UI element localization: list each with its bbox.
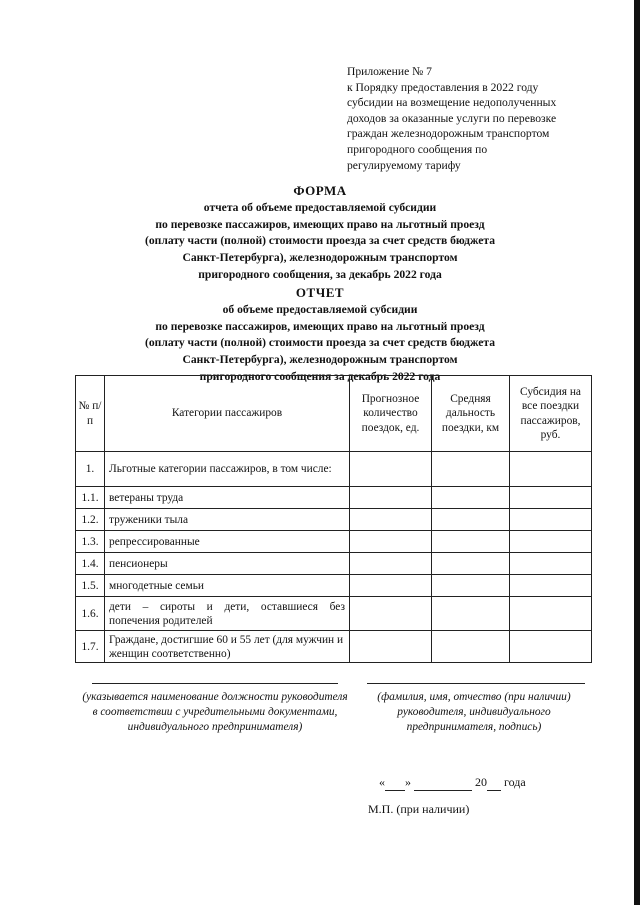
subsidy-cell[interactable] bbox=[510, 597, 592, 631]
table-row bbox=[76, 597, 592, 631]
forecast-cell[interactable] bbox=[350, 487, 432, 509]
distance-cell[interactable] bbox=[432, 509, 510, 531]
header-num: № п/п bbox=[76, 376, 105, 452]
table-row bbox=[76, 531, 592, 553]
subsidy-cell[interactable] bbox=[510, 509, 592, 531]
subsidy-cell[interactable] bbox=[510, 553, 592, 575]
date-open-quote: « bbox=[379, 775, 385, 789]
subsidy-cell[interactable] bbox=[510, 452, 592, 487]
row-num: 1.6. bbox=[76, 597, 105, 631]
report-title-line: по перевозке пассажиров, имеющих право на льготный проезд bbox=[155, 319, 485, 333]
table-row bbox=[76, 487, 592, 509]
report-title-line: пригородного сообщения за декабрь 2022 года bbox=[199, 369, 441, 383]
stamp-place: М.П. (при наличии) bbox=[368, 802, 470, 816]
row-category: репрессированные bbox=[105, 531, 350, 553]
form-title-line: отчета об объеме предоставляемой субсидии bbox=[203, 200, 437, 214]
row-num: 1. bbox=[76, 452, 105, 487]
header-category: Категории пассажиров bbox=[105, 376, 350, 452]
subsidy-cell[interactable] bbox=[510, 487, 592, 509]
distance-cell[interactable] bbox=[432, 575, 510, 597]
subsidy-cell[interactable] bbox=[510, 575, 592, 597]
row-num: 1.2. bbox=[76, 509, 105, 531]
scan-edge bbox=[634, 0, 640, 905]
header-forecast: Прогнозное количество поездок, ед. bbox=[350, 376, 432, 452]
position-caption: (указывается наименование должности руководителя в соответствии с учредительными документами, индивидуального предпринимателя) bbox=[82, 691, 348, 733]
subsidy-cell[interactable] bbox=[510, 531, 592, 553]
report-heading: ОТЧЕТ bbox=[295, 285, 345, 300]
row-num: 1.7. bbox=[76, 631, 105, 663]
appendix-note bbox=[347, 64, 597, 173]
month-blank[interactable] bbox=[414, 775, 472, 791]
table-row bbox=[76, 452, 592, 487]
report-title-line: (оплату части (полной) стоимости проезда за счет средств бюджета bbox=[144, 336, 496, 350]
row-category: Льготные категории пассажиров, в том числе: bbox=[105, 452, 350, 487]
forecast-cell[interactable] bbox=[350, 553, 432, 575]
row-category: многодетные семьи bbox=[105, 575, 350, 597]
table-row bbox=[76, 631, 592, 663]
distance-cell[interactable] bbox=[432, 531, 510, 553]
form-title-line: Санкт-Петербурга), железнодорожным транспортом bbox=[182, 251, 458, 265]
header-subsidy: Субсидия на все поездки пассажиров, руб. bbox=[510, 376, 592, 452]
report-title-line: Санкт-Петербурга), железнодорожным транспортом bbox=[182, 353, 458, 367]
year-word: года bbox=[504, 775, 526, 789]
subsidy-cell[interactable] bbox=[510, 631, 592, 663]
appendix-line: субсидии на возмещение недополученных bbox=[347, 96, 557, 110]
forecast-cell[interactable] bbox=[350, 509, 432, 531]
distance-cell[interactable] bbox=[432, 487, 510, 509]
name-caption: (фамилия, имя, отчество (при наличии) руководителя, индивидуального предпринимателя, подпись) bbox=[377, 691, 571, 733]
forecast-cell[interactable] bbox=[350, 575, 432, 597]
form-title bbox=[0, 183, 640, 284]
date-line bbox=[379, 775, 526, 791]
form-title-line: (оплату части (полной) стоимости проезда за счет средств бюджета bbox=[144, 234, 496, 248]
report-title-line: об объеме предоставляемой субсидии bbox=[222, 302, 418, 316]
forecast-cell[interactable] bbox=[350, 631, 432, 663]
form-title-line: по перевозке пассажиров, имеющих право на льготный проезд bbox=[155, 217, 485, 231]
distance-cell[interactable] bbox=[432, 553, 510, 575]
day-blank[interactable] bbox=[385, 775, 405, 791]
distance-cell[interactable] bbox=[432, 597, 510, 631]
form-title-line: пригородного сообщения, за декабрь 2022 года bbox=[198, 267, 442, 281]
forecast-cell[interactable] bbox=[350, 452, 432, 487]
row-category: пенсионеры bbox=[105, 553, 350, 575]
year-prefix: 20 bbox=[475, 775, 487, 789]
appendix-line: граждан железнодорожным транспортом bbox=[347, 127, 550, 141]
year-blank[interactable] bbox=[487, 775, 501, 791]
forecast-cell[interactable] bbox=[350, 597, 432, 631]
appendix-line: Приложение № 7 bbox=[347, 65, 432, 78]
row-num: 1.5. bbox=[76, 575, 105, 597]
table-header-row bbox=[76, 376, 592, 452]
header-distance: Средняя дальность поездки, км bbox=[432, 376, 510, 452]
form-heading: ФОРМА bbox=[293, 183, 347, 198]
appendix-line: пригородного сообщения по bbox=[347, 142, 488, 156]
row-num: 1.1. bbox=[76, 487, 105, 509]
position-signature-line[interactable] bbox=[92, 683, 338, 684]
row-num: 1.3. bbox=[76, 531, 105, 553]
appendix-line: доходов за оказанные услуги по перевозке bbox=[347, 111, 557, 125]
row-category: ветераны труда bbox=[105, 487, 350, 509]
row-category: Граждане, достигшие 60 и 55 лет (для мужчин и женщин соответственно) bbox=[105, 631, 350, 663]
appendix-line: регулируемому тарифу bbox=[347, 158, 461, 172]
table-row bbox=[76, 575, 592, 597]
row-category: труженики тыла bbox=[105, 509, 350, 531]
report-title bbox=[0, 285, 640, 386]
date-close-quote: » bbox=[405, 775, 411, 789]
appendix-line: к Порядку предоставления в 2022 году bbox=[347, 80, 539, 94]
distance-cell[interactable] bbox=[432, 631, 510, 663]
table-row bbox=[76, 509, 592, 531]
report-table bbox=[75, 375, 592, 663]
forecast-cell[interactable] bbox=[350, 531, 432, 553]
distance-cell[interactable] bbox=[432, 452, 510, 487]
table-row bbox=[76, 553, 592, 575]
row-num: 1.4. bbox=[76, 553, 105, 575]
row-category: дети – сироты и дети, оставшиеся без попечения родителей bbox=[105, 597, 350, 631]
name-signature-line[interactable] bbox=[367, 683, 585, 684]
